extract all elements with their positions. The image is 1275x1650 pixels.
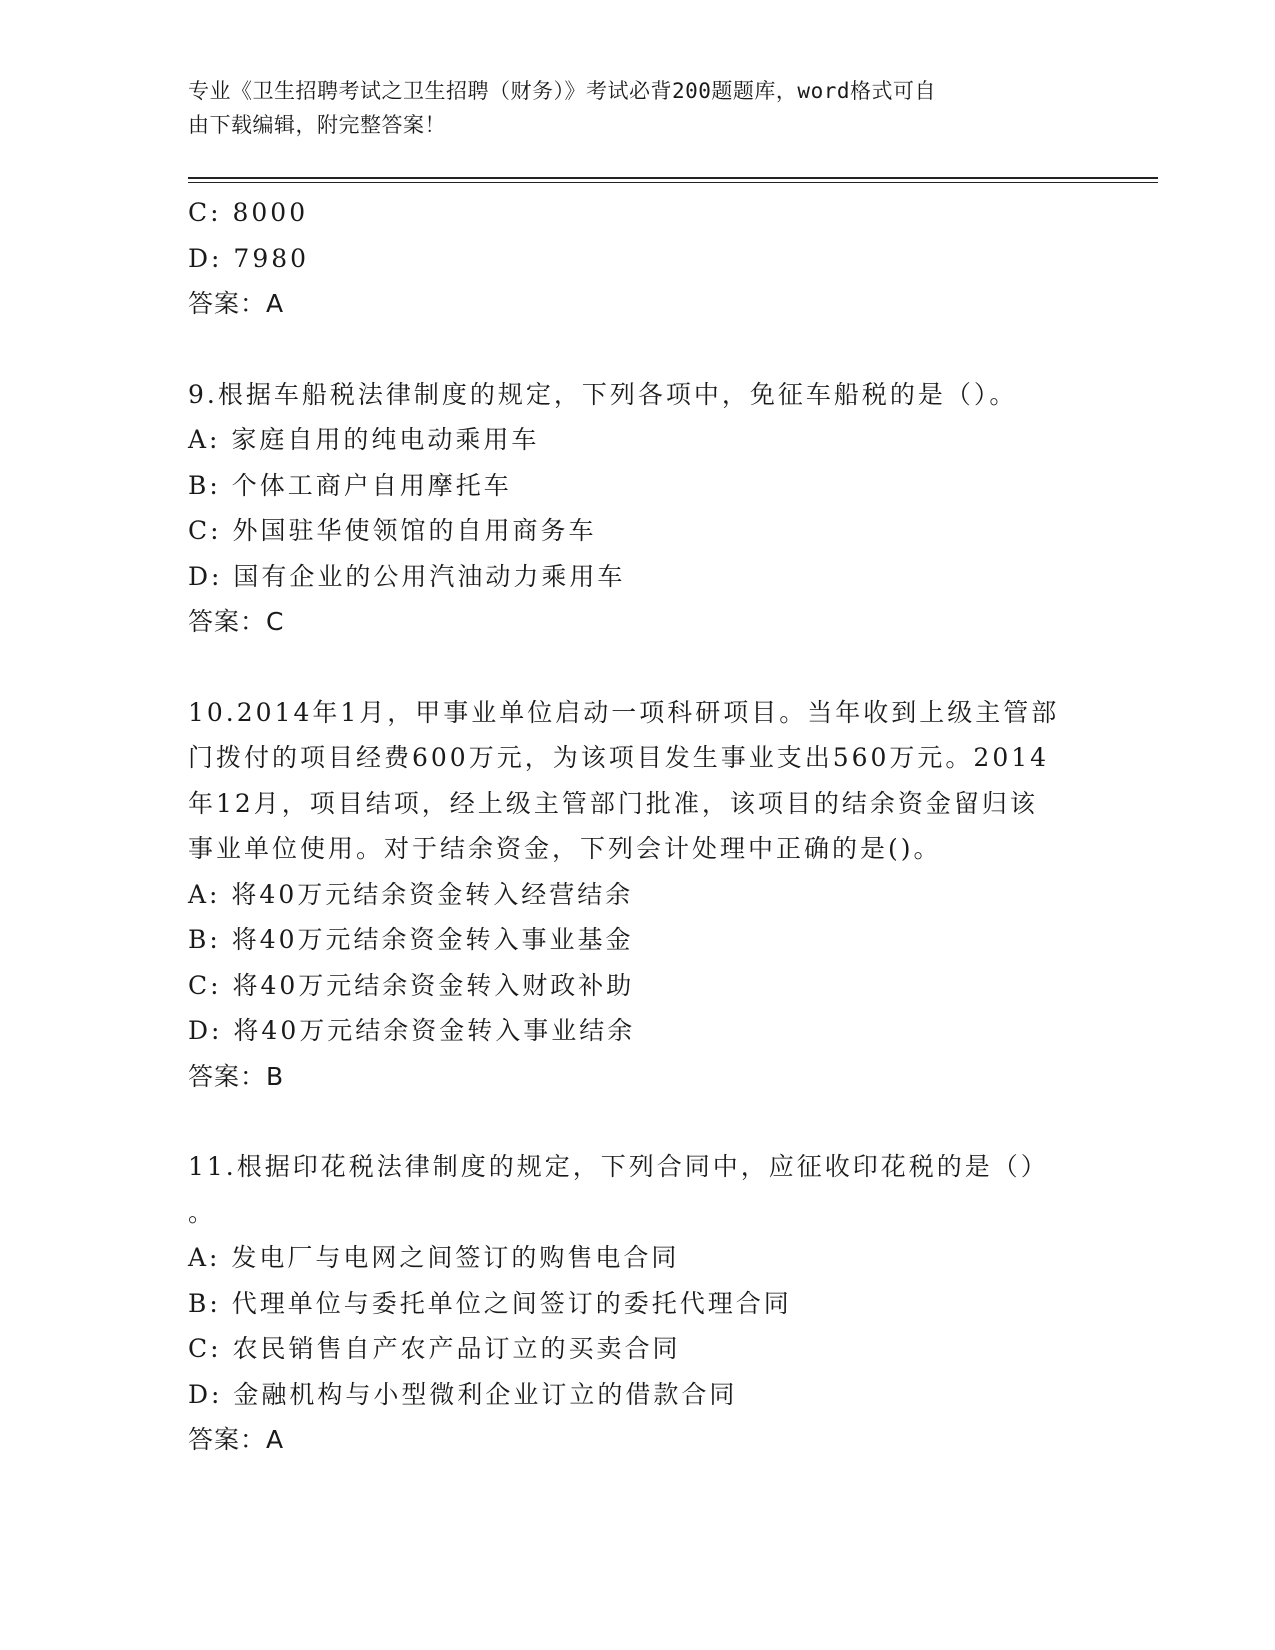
option-d: D: 金融机构与小型微利企业订立的借款合同 [188, 1379, 738, 1409]
question-stem: 9.根据车船税法律制度的规定，下列各项中，免征车船税的是（）。 [188, 379, 1018, 409]
document-body [188, 190, 1088, 1463]
header-line-1: 专业《卫生招聘考试之卫生招聘（财务）》考试必背200题题库，word格式可自 [188, 79, 936, 103]
question-11 [188, 1144, 1088, 1463]
option-b: B: 个体工商户自用摩托车 [188, 470, 512, 500]
question-stem-line: 门拨付的项目经费600万元，为该项目发生事业支出560万元。2014 [188, 743, 1050, 772]
option-a: A: 家庭自用的纯电动乘用车 [188, 425, 540, 454]
question-stem-line: 11.根据印花税法律制度的规定，下列合同中，应征收印花税的是（） [188, 1152, 1049, 1181]
option-d: D: 国有企业的公用汽油动力乘用车 [188, 561, 626, 591]
header-divider-thick [188, 177, 1158, 179]
question-stem-line: 。 [188, 1197, 217, 1227]
option-b: B: 将40万元结余资金转入事业基金 [188, 925, 634, 954]
option-d: D: 将40万元结余资金转入事业结余 [188, 1016, 636, 1045]
answer-line: 答案：B [188, 1061, 285, 1091]
option-c: C: 将40万元结余资金转入财政补助 [188, 970, 635, 1000]
answer-line: 答案：A [188, 289, 285, 318]
option-c: C: 8000 [188, 198, 309, 227]
header-divider-thin [188, 182, 1158, 183]
option-a: A: 发电厂与电网之间签订的购售电合同 [188, 1243, 680, 1272]
option-c: C: 外国驻华使领馆的自用商务车 [188, 516, 597, 545]
question-stem-line: 事业单位使用。对于结余资金，下列会计处理中正确的是()。 [188, 834, 942, 863]
option-a: A: 将40万元结余资金转入经营结余 [188, 879, 634, 909]
option-d: D: 7980 [188, 243, 310, 273]
question-stem-line: 10.2014年1月，甲事业单位启动一项科研项目。当年收到上级主管部 [188, 697, 1060, 727]
document-header [188, 74, 1068, 142]
answer-line: 答案：A [188, 1425, 285, 1454]
question-9 [188, 372, 1088, 645]
question-prev [188, 190, 1088, 327]
header-line-2: 由下载编辑，附完整答案！ [188, 113, 446, 137]
question-10 [188, 690, 1088, 1100]
option-c: C: 农民销售自产农产品订立的买卖合同 [188, 1334, 681, 1363]
question-stem-line: 年12月，项目结项，经上级主管部门批准，该项目的结余资金留归该 [188, 788, 1038, 818]
answer-line: 答案：C [188, 607, 285, 636]
option-b: B: 代理单位与委托单位之间签订的委托代理合同 [188, 1288, 792, 1318]
